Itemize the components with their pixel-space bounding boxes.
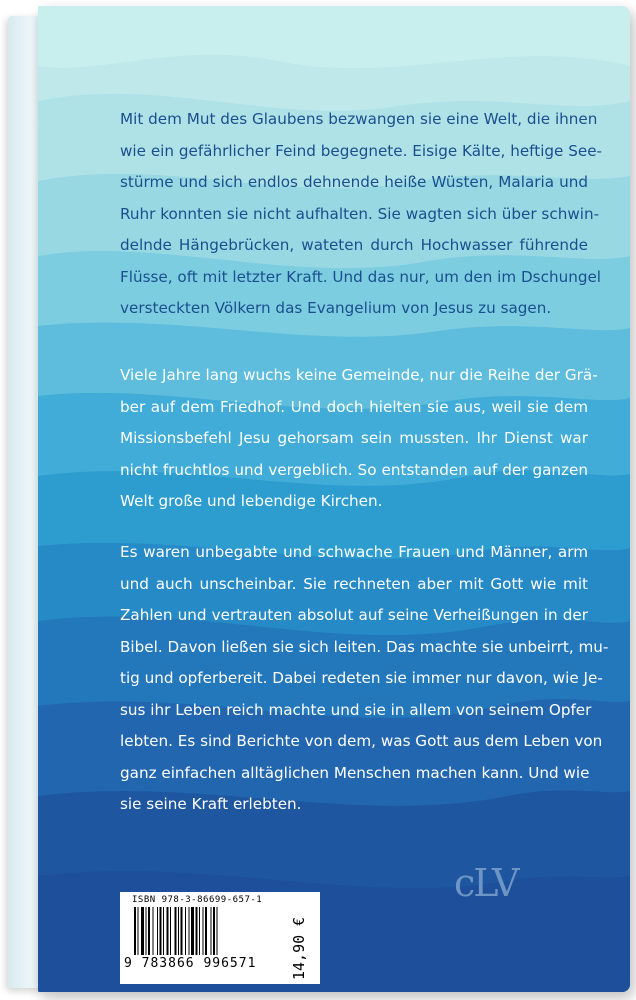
barcode-label bbox=[120, 892, 320, 984]
paragraph-line: Welt große und lebendige Kirchen. bbox=[120, 492, 383, 510]
paragraph-line: und auch unscheinbar. Sie rechneten aber mit Gott wie mit bbox=[120, 574, 588, 593]
paragraph-line: stürme und sich endlos dehnende heiße Wüsten, Malaria und bbox=[120, 173, 588, 191]
paragraph-3 bbox=[120, 537, 609, 821]
back-cover bbox=[38, 6, 630, 992]
paragraph-line: lebten. Es sind Berichte von dem, was Gott aus dem Leben von bbox=[120, 732, 603, 750]
paragraph-line: versteckten Völkern das Evangelium von Jesus zu sagen. bbox=[120, 299, 552, 317]
paragraph-line: delnde Hängebrücken, wateten durch Hochwasser führende bbox=[120, 236, 588, 254]
paragraph-line: Bibel. Davon ließen sie sich leiten. Das machte sie unbeirrt, mu- bbox=[120, 637, 609, 656]
paragraph-line: Mit dem Mut des Glaubens bezwangen sie eine Welt, die ihnen bbox=[120, 110, 598, 128]
paragraph-line: tig und opferbereit. Dabei redeten sie immer nur davon, wie Je- bbox=[120, 669, 603, 687]
paragraph-line: ber auf dem Friedhof. Und doch hielten sie aus, weil sie dem bbox=[120, 397, 588, 416]
paragraph-line: sie seine Kraft erlebten. bbox=[120, 795, 302, 813]
paragraph-line: nicht fruchtlos und vergeblich. So entstanden auf der ganzen bbox=[120, 460, 588, 479]
paragraph-2 bbox=[120, 360, 598, 518]
paragraph-line: sus ihr Leben reich machte und sie in allem von seinem Opfer bbox=[120, 700, 592, 719]
paragraph-1 bbox=[120, 104, 603, 325]
paragraph-line: ganz einfachen alltäglichen Menschen machen kann. Und wie bbox=[120, 763, 590, 782]
isbn-text: ISBN 978-3-86699-657-1 bbox=[132, 895, 263, 905]
paragraph-line: Viele Jahre lang wuchs keine Gemeinde, nur die Reihe der Grä- bbox=[120, 366, 598, 384]
book bbox=[8, 6, 632, 994]
paragraph-line: Ruhr konnten sie nicht aufhalten. Sie wagten sich über schwin- bbox=[120, 204, 600, 223]
paragraph-line: Missionsbefehl Jesu gehorsam sein mussten. Ihr Dienst war bbox=[120, 429, 588, 447]
barcode-number: 9 783866 996571 bbox=[124, 956, 257, 971]
paragraph-line: Zahlen und vertrauten absolut auf seine Verheißungen in der bbox=[120, 606, 588, 624]
publisher-logo: cLV bbox=[454, 861, 518, 905]
price-label: 14,90 € bbox=[290, 916, 308, 980]
paragraph-line: Flüsse, oft mit letzter Kraft. Und das nur, um den im Dschungel bbox=[120, 267, 602, 286]
paragraph-line: wie ein gefährlicher Feind begegnete. Eisige Kälte, heftige See- bbox=[120, 141, 603, 160]
paragraph-line: Es waren unbegabte und schwache Frauen und Männer, arm bbox=[120, 543, 588, 561]
barcode-icon bbox=[134, 907, 284, 957]
